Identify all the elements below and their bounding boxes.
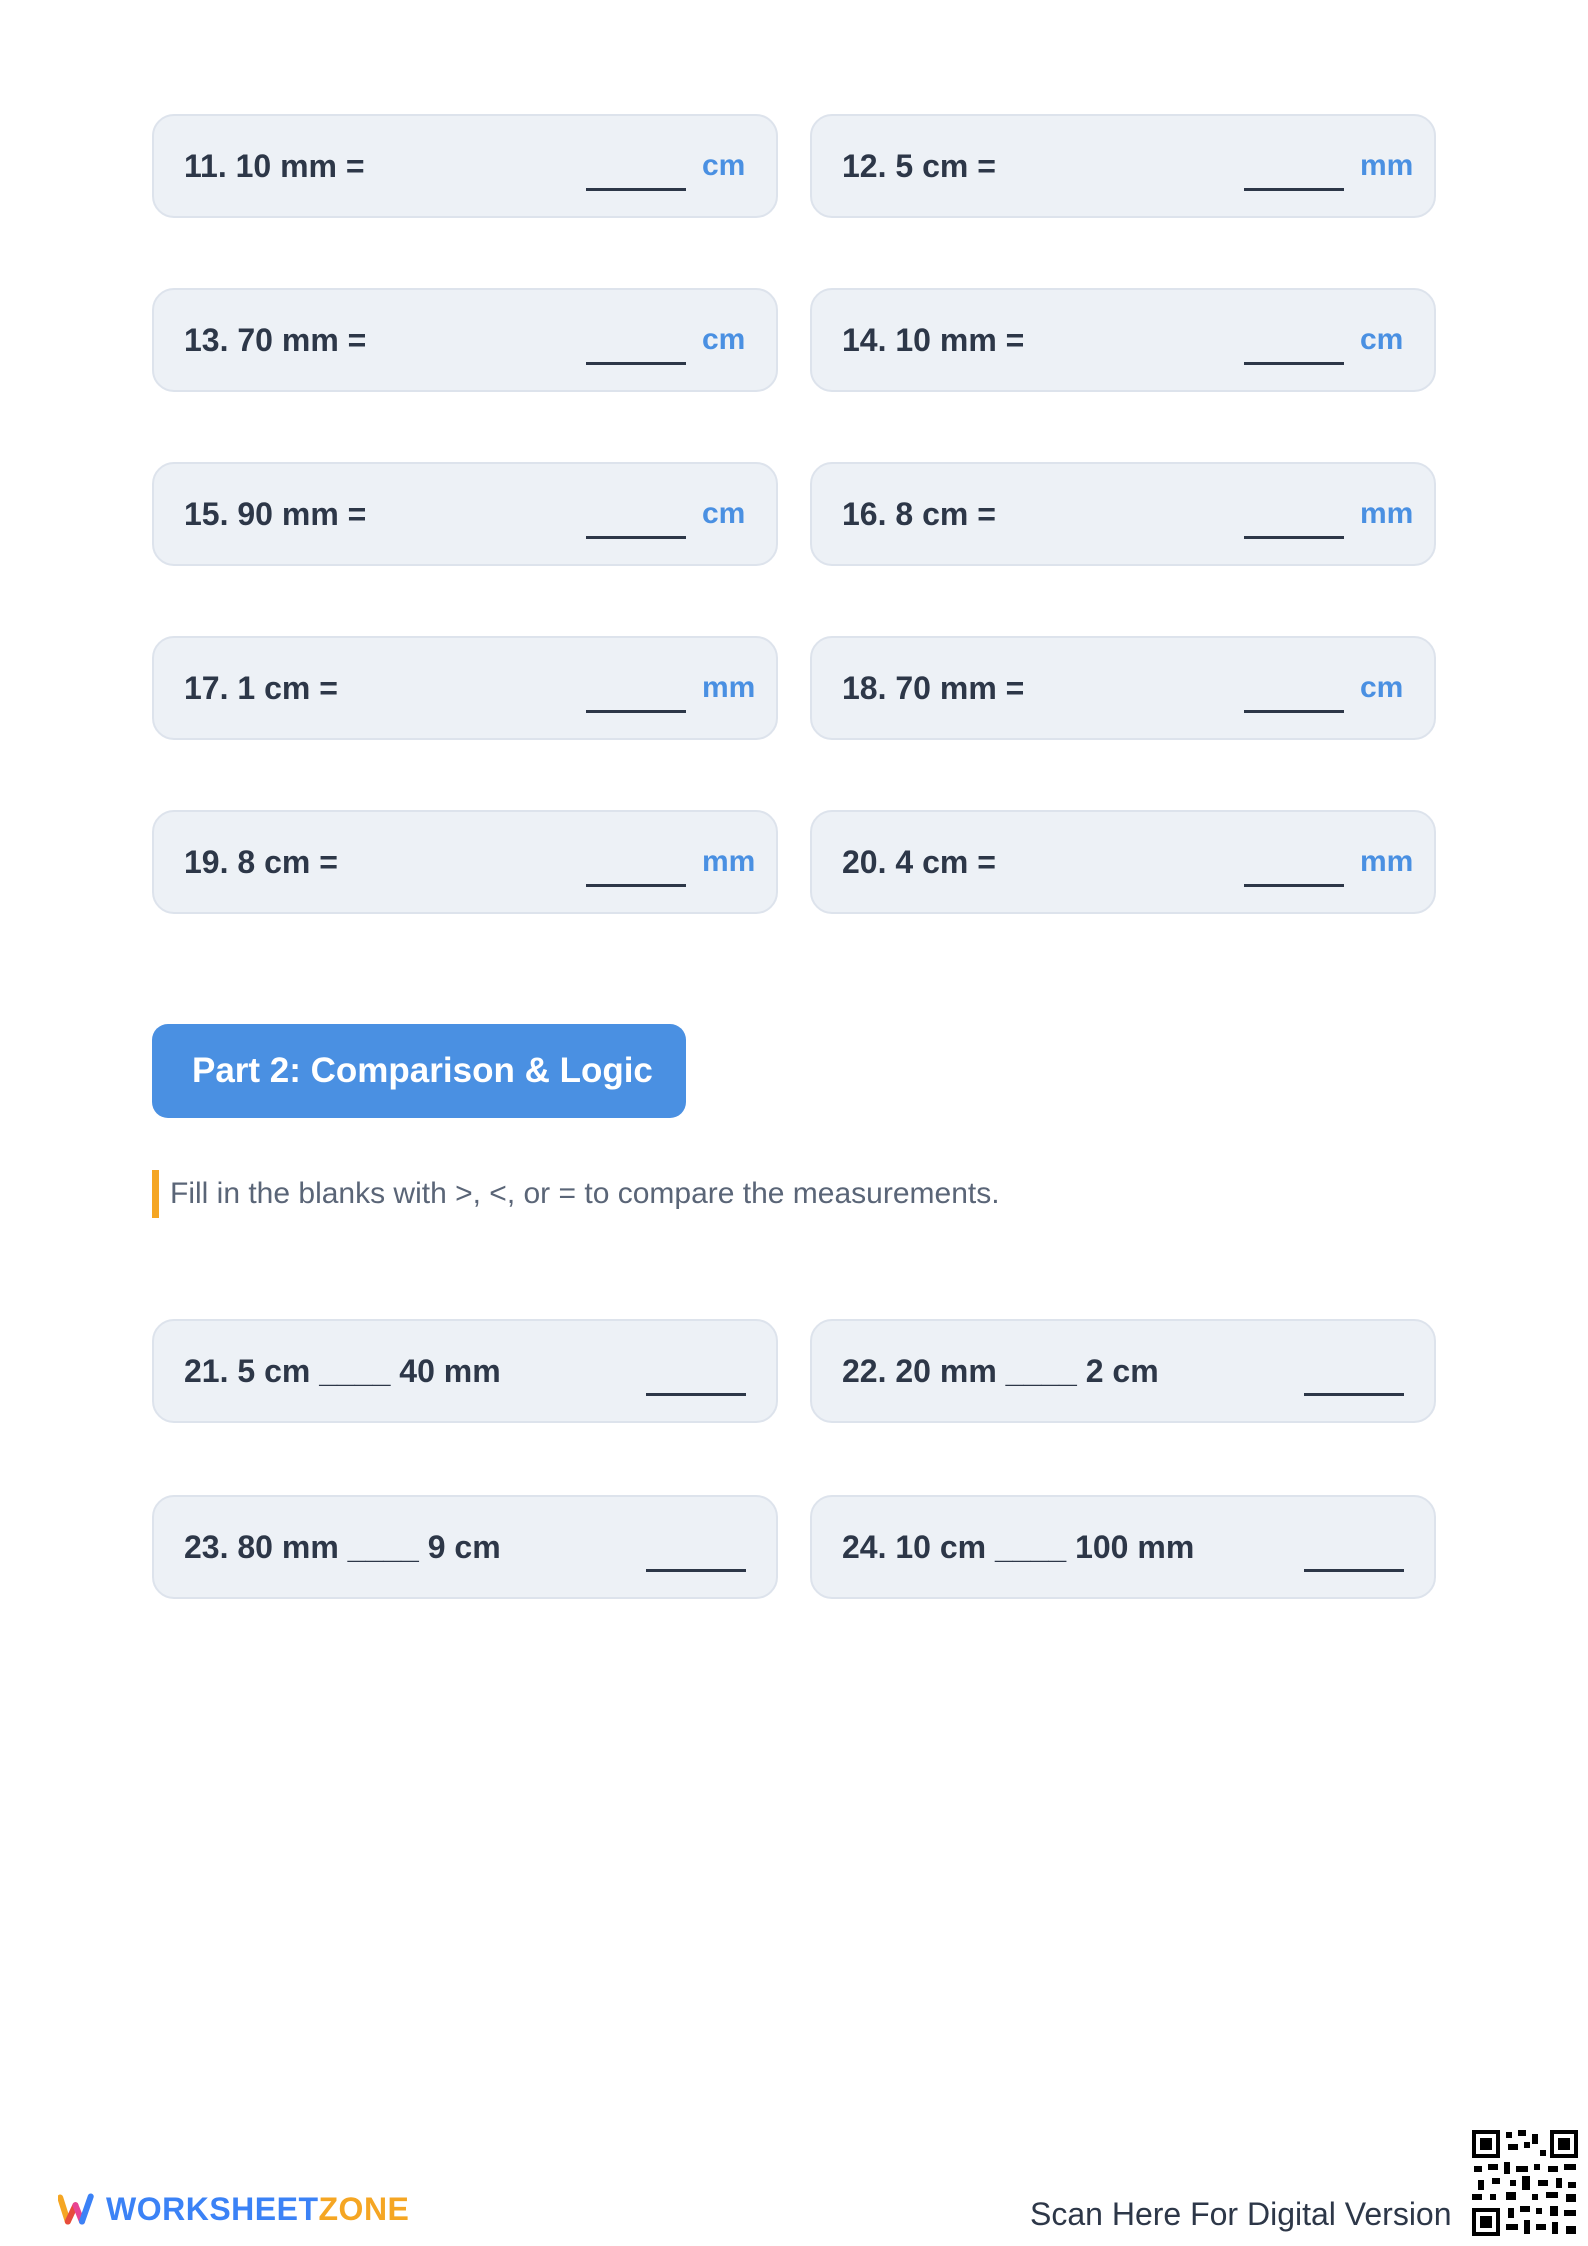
answer-blank[interactable]	[1244, 536, 1344, 539]
unit-label: cm	[702, 497, 746, 530]
question-card-15	[152, 462, 778, 566]
brand-name	[106, 2191, 409, 2228]
answer-blank[interactable]	[586, 710, 686, 713]
brand-name-part2: ZONE	[318, 2190, 410, 2227]
question-card-16	[810, 462, 1436, 566]
question-card-24	[810, 1495, 1436, 1599]
qr-code-icon[interactable]	[1470, 2128, 1580, 2238]
question-card-13	[152, 288, 778, 392]
instruction-text: Fill in the blanks with >, <, or = to compare the measurements.	[170, 1177, 1000, 1210]
answer-blank[interactable]	[1244, 188, 1344, 191]
answer-blank[interactable]	[646, 1569, 746, 1572]
question-card-23	[152, 1495, 778, 1599]
question-text: 17. 1 cm =	[184, 669, 338, 706]
question-text: 21. 5 cm ____ 40 mm	[184, 1352, 501, 1389]
part2-section-header: Part 2: Comparison & Logic	[152, 1024, 686, 1118]
question-card-12	[810, 114, 1436, 218]
question-text: 12. 5 cm =	[842, 147, 996, 184]
question-text: 14. 10 mm =	[842, 321, 1025, 358]
unit-label: mm	[1360, 497, 1414, 530]
question-card-20	[810, 810, 1436, 914]
unit-label: cm	[1360, 323, 1404, 356]
unit-label: mm	[1360, 149, 1414, 182]
question-text: 23. 80 mm ____ 9 cm	[184, 1528, 501, 1565]
answer-blank[interactable]	[586, 362, 686, 365]
answer-blank[interactable]	[586, 188, 686, 191]
logo-w-icon	[58, 2180, 94, 2238]
brand-name-part1: WORKSHEET	[106, 2190, 319, 2227]
question-text: 19. 8 cm =	[184, 843, 338, 880]
question-text: 13. 70 mm =	[184, 321, 367, 358]
scan-instruction: Scan Here For Digital Version	[1030, 2196, 1452, 2232]
question-card-19	[152, 810, 778, 914]
unit-label: mm	[702, 671, 756, 704]
unit-label: cm	[702, 323, 746, 356]
question-card-14	[810, 288, 1436, 392]
answer-blank[interactable]	[586, 536, 686, 539]
question-text: 20. 4 cm =	[842, 843, 996, 880]
answer-blank[interactable]	[586, 884, 686, 887]
question-card-17	[152, 636, 778, 740]
answer-blank[interactable]	[1304, 1569, 1404, 1572]
question-card-21	[152, 1319, 778, 1423]
question-text: 22. 20 mm ____ 2 cm	[842, 1352, 1159, 1389]
unit-label: cm	[1360, 671, 1404, 704]
answer-blank[interactable]	[1244, 884, 1344, 887]
answer-blank[interactable]	[1244, 362, 1344, 365]
question-text: 24. 10 cm ____ 100 mm	[842, 1528, 1195, 1565]
question-text: 11. 10 mm =	[184, 147, 365, 184]
question-text: 16. 8 cm =	[842, 495, 996, 532]
unit-label: mm	[1360, 845, 1414, 878]
part2-instruction	[152, 1169, 1000, 1219]
unit-label: mm	[702, 845, 756, 878]
question-card-11	[152, 114, 778, 218]
worksheetzone-logo[interactable]	[58, 2180, 409, 2238]
question-card-22	[810, 1319, 1436, 1423]
part1-questions-grid	[152, 114, 1436, 914]
part2-questions-grid	[152, 1319, 1436, 1599]
answer-blank[interactable]	[1304, 1393, 1404, 1396]
instruction-accent-bar	[152, 1170, 159, 1218]
question-text: 18. 70 mm =	[842, 669, 1025, 706]
answer-blank[interactable]	[646, 1393, 746, 1396]
unit-label: cm	[702, 149, 746, 182]
answer-blank[interactable]	[1244, 710, 1344, 713]
question-card-18	[810, 636, 1436, 740]
question-text: 15. 90 mm =	[184, 495, 367, 532]
